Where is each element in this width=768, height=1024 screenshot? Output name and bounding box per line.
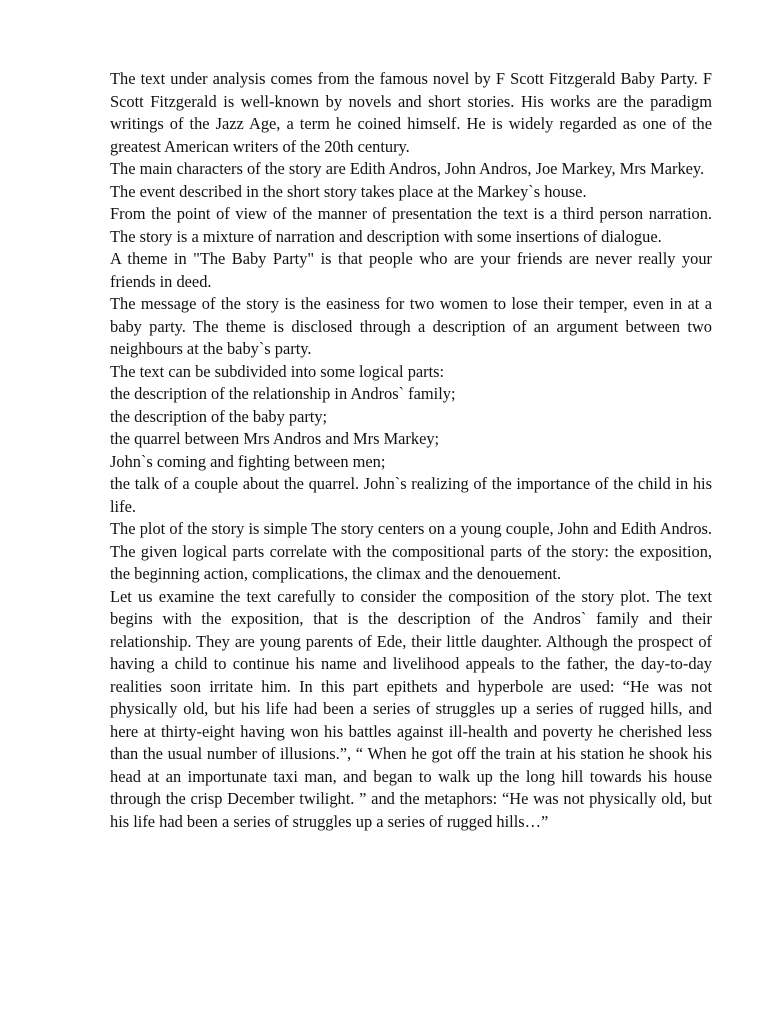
paragraph-intro: The text under analysis comes from the famous novel by F Scott Fitzgerald Baby Party. F Scott Fitzgerald is well-known by novels and short stories. His works are the paradigm writings of the Jazz Age, a term he coined himself. He is widely regarded as one of the greatest American writers of the 20th century. (110, 69, 712, 156)
paragraph-characters: The main characters of the story are Edith Andros, John Andros, Joe Markey, Mrs Markey. (110, 159, 705, 178)
paragraph-setting: The event described in the short story takes place at the Markey`s house. (110, 181, 587, 201)
paragraph-logical-parts-intro: The text can be subdivided into some logical parts: (110, 361, 445, 381)
paragraph-plot: The plot of the story is simple The story centers on a young couple, John and Edith Andros. The given logical parts correlate with the compositional parts of the story: the exposition, the beginning action, complications, the climax and the denouement. (110, 519, 712, 583)
paragraph-narration: From the point of view of the manner of presentation the text is a third person narration. The story is a mixture of narration and description with some insertions of dialogue. (110, 204, 712, 246)
list-item: the description of the baby party; (110, 406, 328, 426)
paragraph-theme: A theme in "The Baby Party" is that people who are your friends are never really your friends in deed. (110, 249, 712, 291)
list-item: the description of the relationship in Andros` family; (110, 384, 456, 403)
paragraph-analysis: Let us examine the text carefully to consider the composition of the story plot. The text begins with the exposition, that is the description of the Andros` family and their relationship. They are young parents of Ede, their little daughter. Although the prospect of having a child to continue his name and livelihood appeals to the father, the day-to-day realities soon irritate him. In this part epithets and hyperbole are used: “He was not physically old, but his life had been a series of struggles up a series of rugged hills, and here at thirty-eight having won his battles against ill-health and poverty he cherished less than the usual number of illusions.”, “ When he got off the train at his station he shook his head at an importunate taxi man, and began to walk up the long hill towards his house through the crisp December twilight. ” and the metaphors: “He was not physically old, but his life had been a series of struggles up a series of rugged hills…” (110, 586, 712, 831)
list-item: John`s coming and fighting between men; (110, 451, 386, 471)
document-page (110, 68, 712, 833)
paragraph-message: The message of the story is the easiness for two women to lose their temper, even in at a baby party. The theme is disclosed through a description of an argument between two neighbours at the baby`s party. (110, 294, 712, 358)
list-item: the quarrel between Mrs Andros and Mrs Markey; (110, 429, 440, 448)
list-item: the talk of a couple about the quarrel. John`s realizing of the importance of the child in his life. (110, 474, 712, 516)
